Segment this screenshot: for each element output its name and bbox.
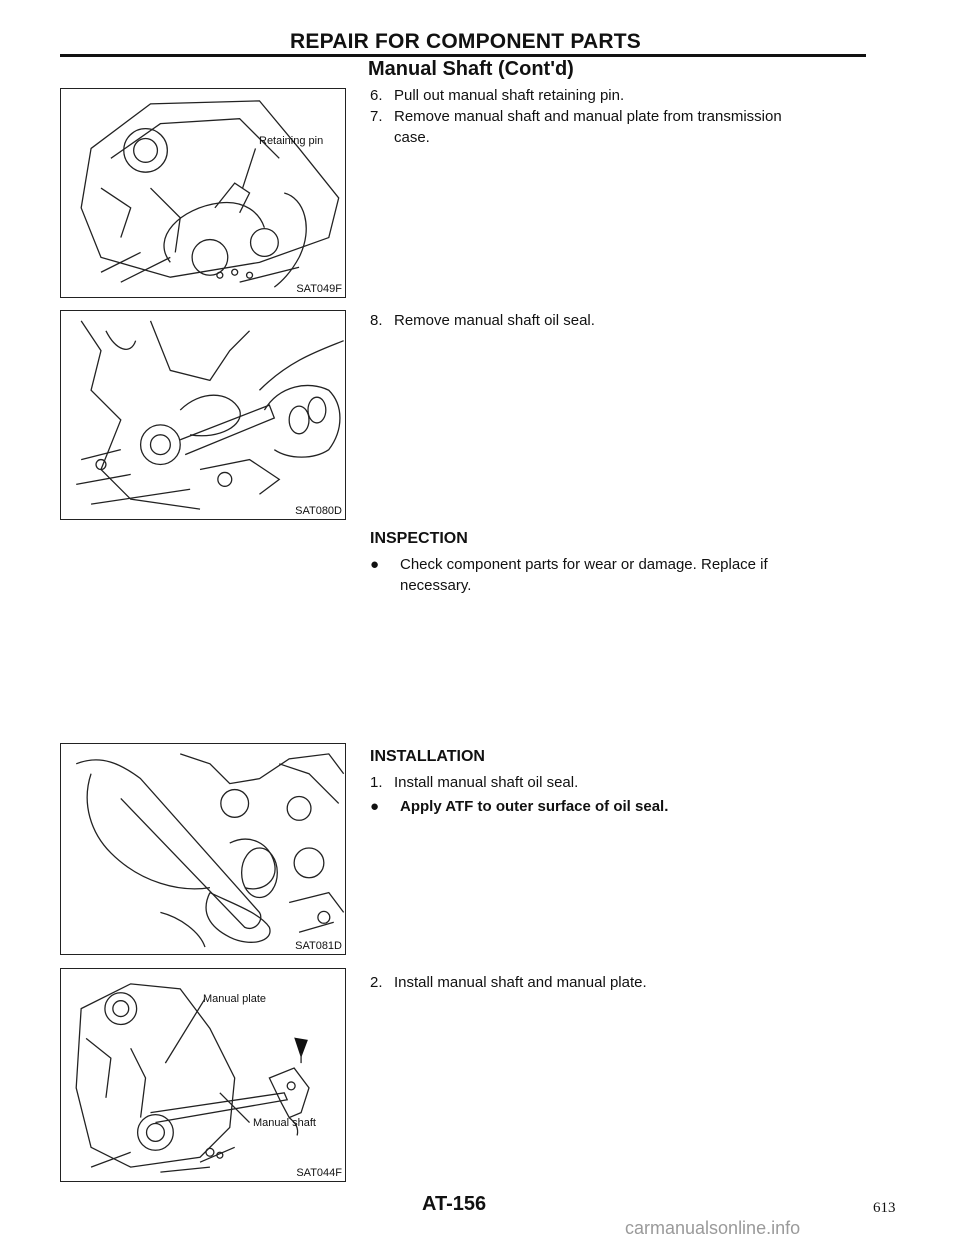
watermark: carmanualsonline.info — [625, 1218, 801, 1238]
oil-seal-removal-illustration — [61, 311, 345, 519]
bullet-icon: ● — [370, 798, 380, 815]
figure-code: SAT049F — [296, 283, 342, 295]
step-number: 6. — [370, 87, 383, 104]
page-header-title: REPAIR FOR COMPONENT PARTS — [290, 30, 641, 53]
step-text: Install manual shaft and manual plate. — [394, 974, 647, 991]
step-7 — [370, 106, 782, 148]
oil-seal-install-illustration — [61, 744, 345, 954]
step-8 — [370, 310, 595, 331]
step-6 — [370, 85, 624, 106]
step-text-cont: case. — [394, 129, 430, 146]
header-rule — [60, 54, 866, 57]
callout-manual-plate: Manual plate — [203, 993, 266, 1005]
step-text: Remove manual shaft oil seal. — [394, 312, 595, 329]
figure-retaining-pin — [60, 88, 346, 298]
figure-code: SAT080D — [295, 505, 342, 517]
section-title: Manual Shaft (Cont'd) — [368, 58, 574, 80]
installation-heading: INSTALLATION — [370, 748, 485, 765]
step-text: Pull out manual shaft retaining pin. — [394, 87, 625, 104]
inspection-item — [370, 554, 768, 596]
step-number: 8. — [370, 312, 383, 329]
inspection-text-cont: necessary. — [400, 577, 472, 594]
figure-oil-seal-removal — [60, 310, 346, 520]
install-note — [370, 796, 668, 817]
bullet-icon: ● — [370, 556, 380, 573]
callout-manual-shaft: Manual shaft — [253, 1117, 316, 1129]
retaining-pin-illustration — [61, 89, 345, 297]
step-text: Install manual shaft oil seal. — [394, 774, 579, 791]
inspection-text: Check component parts for wear or damage. Replace if — [400, 556, 768, 573]
page-code: AT-156 — [422, 1193, 487, 1215]
figure-code: SAT081D — [295, 940, 342, 952]
page-number: 613 — [873, 1200, 896, 1216]
figure-manual-plate — [60, 968, 346, 1182]
step-text: Remove manual shaft and manual plate from transmission — [394, 108, 782, 125]
install-step-1 — [370, 772, 578, 793]
install-step-2 — [370, 972, 647, 993]
step-number: 2. — [370, 974, 383, 991]
callout-retaining-pin: Retaining pin — [259, 135, 324, 147]
figure-oil-seal-install — [60, 743, 346, 955]
step-number: 1. — [370, 774, 383, 791]
step-number: 7. — [370, 108, 383, 125]
note-text: Apply ATF to outer surface of oil seal. — [400, 798, 669, 815]
inspection-heading: INSPECTION — [370, 530, 468, 547]
figure-code: SAT044F — [296, 1167, 342, 1179]
